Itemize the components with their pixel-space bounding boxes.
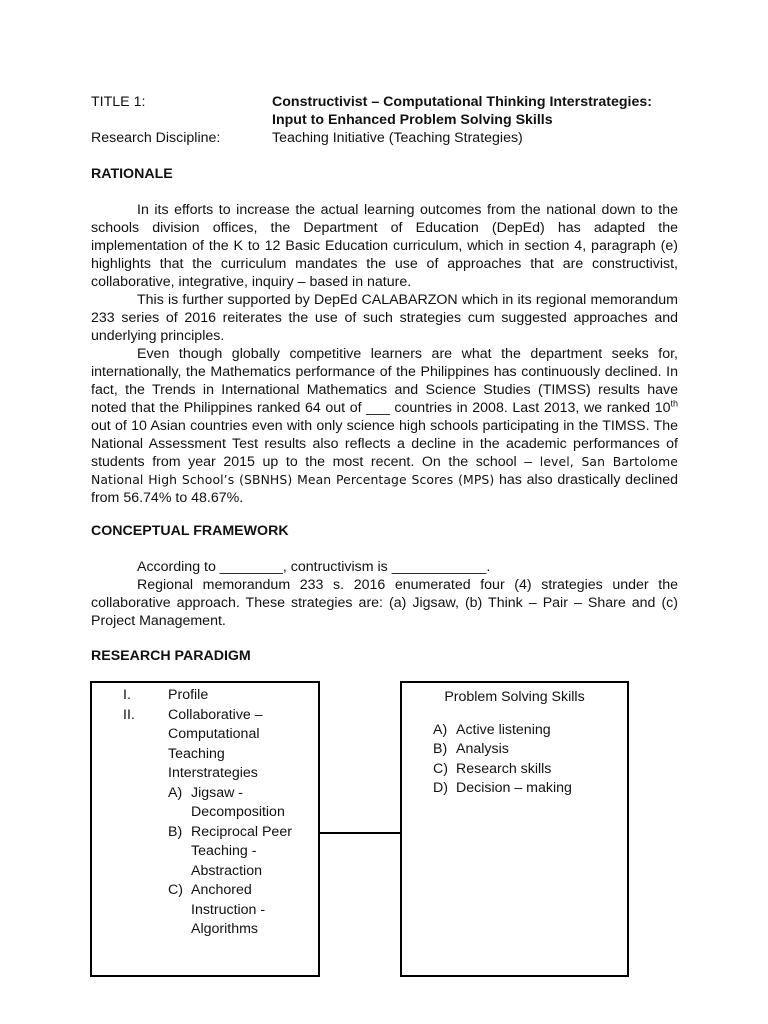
sub-c-line-2: Instruction - <box>191 901 266 918</box>
framework-heading: CONCEPTUAL FRAMEWORK <box>91 523 289 539</box>
output-item-active-listening: Active listening <box>456 721 551 738</box>
framework-body <box>91 558 678 630</box>
rationale-body <box>91 201 678 507</box>
sub-b-line-1: Reciprocal Peer <box>191 823 292 840</box>
output-letter-d: D) <box>433 780 448 796</box>
discipline-label: Research Discipline: <box>91 130 221 146</box>
output-letter-c: C) <box>433 760 448 777</box>
output-box-title: Problem Solving Skills <box>444 689 585 705</box>
title-line-1: Constructivist – Computational Thinking Interstrategies: <box>272 94 652 110</box>
rationale-p3-part-d: has also drastically declined from 56.74% to 48.67%. <box>91 472 678 506</box>
sub-b-line-2: Teaching - <box>191 843 257 859</box>
sub-b-line-3: Abstraction <box>191 862 262 879</box>
output-item-analysis: Analysis <box>456 741 509 757</box>
roman-numeral-1: I. <box>123 687 131 703</box>
sub-letter-a: A) <box>168 784 183 801</box>
input-item-collaborative-2: Computational <box>168 726 260 742</box>
paradigm-connector-line <box>320 832 401 834</box>
rationale-p3-part-a: Even though globally competitive learners are what the department seeks for, internationally, the Mathematics performance of the Philippines has continuously declined. In fact, the Trends in International Mathematics and Science Studies (TIMSS) results have noted that the Philippines ranked 64 out of ___ countries in 2008. Last 2013, we ranked 10 <box>91 346 678 416</box>
output-item-decision-making: Decision – making <box>456 780 572 796</box>
input-item-collaborative-1: Collaborative – <box>168 706 263 723</box>
ordinal-suffix: th <box>670 398 678 409</box>
sub-a-line-1: Jigsaw - <box>191 784 244 801</box>
sub-letter-b: B) <box>168 823 183 840</box>
rationale-paragraph-3 <box>91 345 678 507</box>
rationale-paragraph-2: This is further supported by DepEd CALABARZON which in its regional memorandum 233 series of 2016 reiterates the use of such strategies cum suggested approaches and underlying principles. <box>91 292 678 344</box>
input-item-collaborative-3: Teaching <box>168 745 225 762</box>
sub-letter-c: C) <box>168 882 183 898</box>
paradigm-heading: RESEARCH PARADIGM <box>91 648 251 664</box>
input-item-collaborative-4: Interstrategies <box>168 765 258 781</box>
sub-c-line-3: Algorithms <box>191 921 259 937</box>
roman-numeral-2: II. <box>123 706 135 723</box>
title-label: TITLE 1: <box>91 94 146 110</box>
output-letter-a: A) <box>433 721 448 738</box>
rationale-p3-part-c: level, San Bartolome National High School’s (SBNHS) Mean Percentage Scores (MPS) <box>91 454 679 487</box>
output-letter-b: B) <box>433 741 448 757</box>
framework-paragraph-2: Regional memorandum 233 s. 2016 enumerated four (4) strategies under the collaborative approach. These strategies are: (a) Jigsaw, (b) Think – Pair – Share and (c) Project Management. <box>91 577 678 629</box>
rationale-heading: RATIONALE <box>91 166 173 182</box>
input-item-profile: Profile <box>168 687 209 703</box>
title-line-2: Input to Enhanced Problem Solving Skills <box>272 112 553 128</box>
rationale-paragraph-1: In its efforts to increase the actual learning outcomes from the national down to the schools division offices, the Department of Education (DepEd) has adapted the implementation of the K to 12 Basic Education curriculum, which in section 4, paragraph (e) highlights that the curriculum mandates the use of approaches that are constructivist, collaborative, integrative, inquiry – based in nature. <box>91 202 678 290</box>
output-item-research-skills: Research skills <box>456 760 552 777</box>
framework-paragraph-1: According to ________, contructivism is ____________. <box>137 559 491 575</box>
rationale-p3-part-b: out of 10 Asian countries even with only science high schools participating in the TIMSS. The National Assessment Test results also reflects a decline in the academic performances of students from year 2015 up to the most recent. On the school – <box>91 418 678 470</box>
sub-a-line-2: Decomposition <box>191 804 285 820</box>
discipline-value: Teaching Initiative (Teaching Strategies) <box>272 130 523 146</box>
sub-c-line-1: Anchored <box>191 882 252 898</box>
